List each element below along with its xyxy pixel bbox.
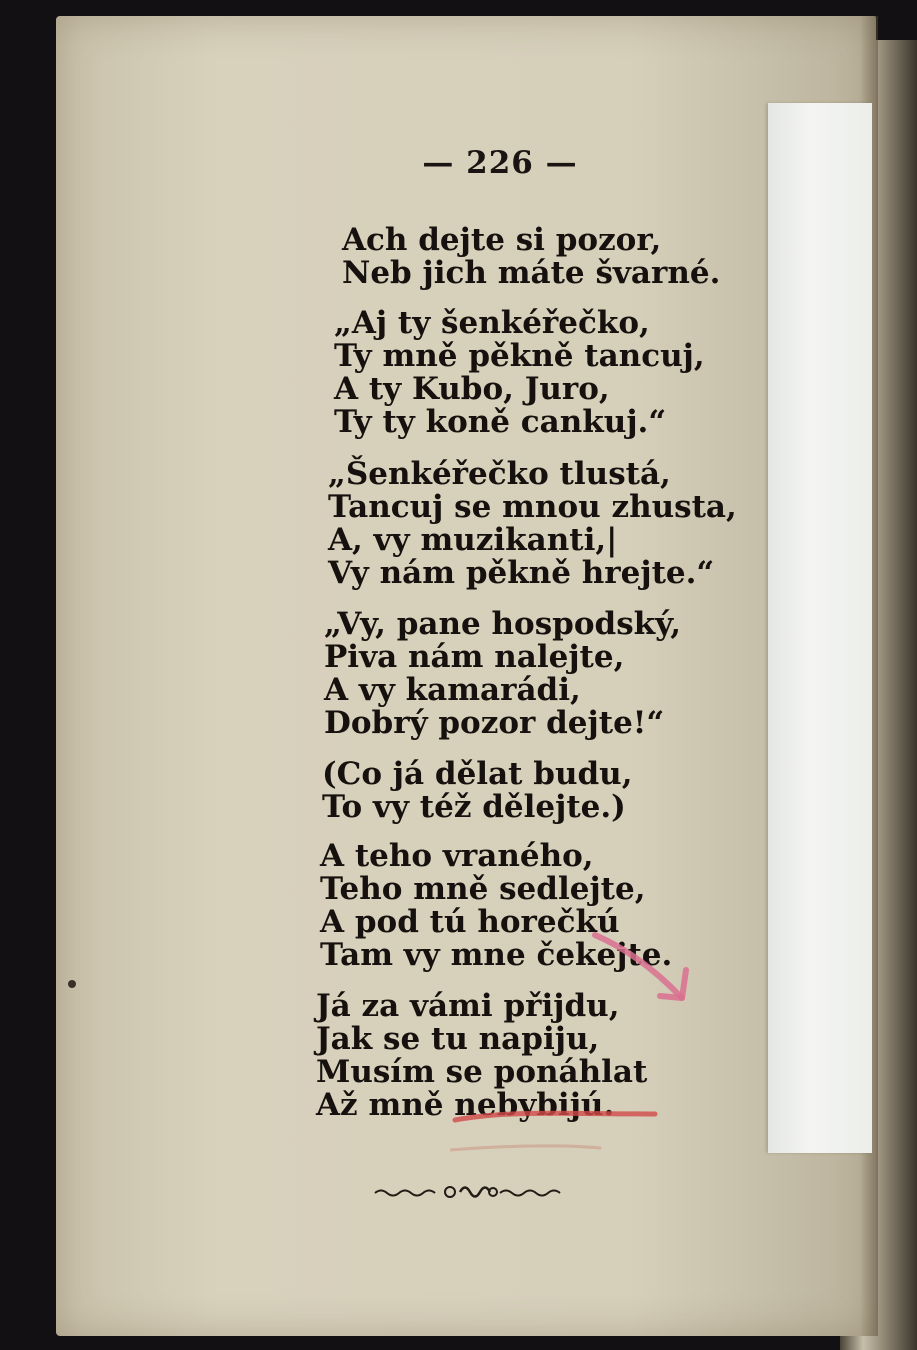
verse-line: „Šenkéřečko tlustá, (328, 456, 671, 492)
verse-line: A, vy muzikanti,| (328, 522, 618, 558)
verse-line: Až mně nebybijú. (316, 1087, 615, 1123)
red-strike-marking (450, 1100, 660, 1160)
verse-line: A ty Kubo, Juro, (334, 371, 610, 407)
stanza-5 (322, 758, 633, 824)
verse-line: A pod tú horečkú (320, 904, 620, 940)
verse-line: „Vy, pane hospodský, (324, 606, 681, 642)
verse-line: Já za vámi přijdu, (316, 988, 620, 1024)
verse-line: A vy kamarádi, (324, 672, 581, 708)
verse-line: Tam vy mne čekejte. (320, 937, 673, 973)
verse-line: „Aj ty šenkéřečko, (334, 305, 650, 341)
stanza-1 (342, 224, 720, 290)
verse-line: Ty ty koně cankuj.“ (334, 404, 667, 440)
stanza-4 (324, 608, 681, 740)
verse-line: Jak se tu napiju, (316, 1021, 600, 1057)
paper-speck (68, 980, 76, 988)
verse-line: Ty mně pěkně tancuj, (334, 338, 705, 374)
verse-line: Vy nám pěkně hrejte.“ (328, 555, 715, 591)
ornament-divider (370, 1180, 570, 1204)
verse-line: A teho vraného, (320, 838, 594, 874)
verse-line: Musím se ponáhlat (316, 1054, 648, 1090)
pink-arrow-marking (590, 930, 700, 1010)
verse-line: Tancuj se mnou zhusta, (328, 489, 737, 525)
verse-line: Ach dejte si pozor, (342, 222, 662, 258)
verse-line: Piva nám nalejte, (324, 639, 625, 675)
stanza-3 (328, 458, 737, 590)
paper-bookmark (768, 103, 872, 1153)
verse-line: Dobrý pozor dejte!“ (324, 705, 665, 741)
verse-line: To vy též dělejte.) (322, 789, 626, 825)
stanza-2 (334, 307, 705, 439)
verse-line: Teho mně sedlejte, (320, 871, 646, 907)
verse-line: Neb jich máte švarné. (342, 255, 721, 291)
verse-line: (Co já dělat budu, (322, 756, 633, 792)
page-number: — 226 — (422, 145, 578, 181)
